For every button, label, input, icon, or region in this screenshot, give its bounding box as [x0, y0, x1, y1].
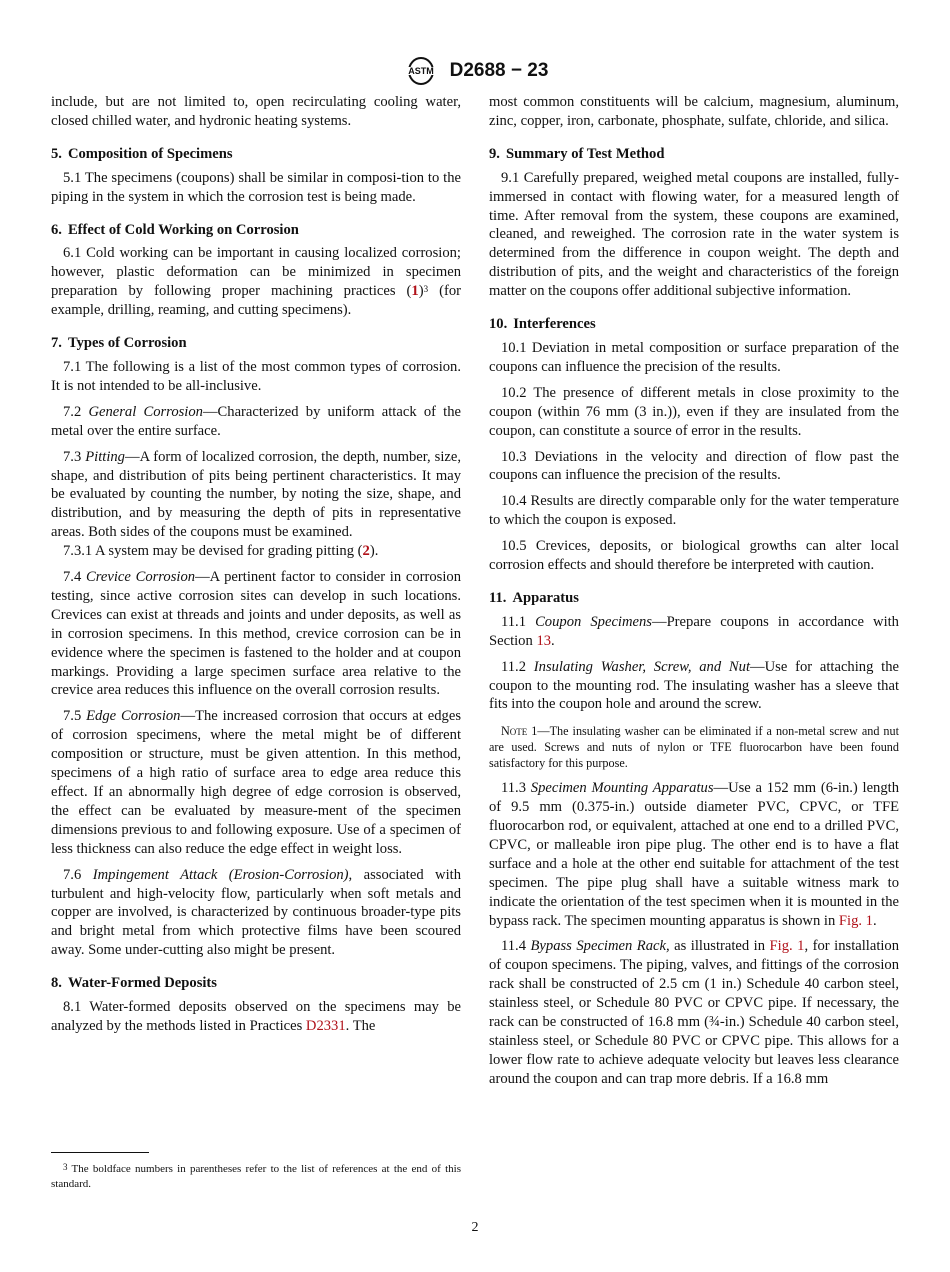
right-column	[489, 93, 899, 1096]
section-5-heading: 5. Composition of Specimens	[51, 145, 233, 162]
astm-logo-icon	[402, 56, 440, 86]
paragraph-8-1: 8.1 Water-formed deposits observed on the specimens may be analyzed by the methods listed in Practices D2331. The	[51, 999, 461, 1034]
page-number: 2	[471, 1220, 479, 1235]
link-fig-1[interactable]: Fig. 1	[769, 938, 805, 955]
footnote-divider	[51, 1152, 149, 1153]
paragraph-7-4: 7.4 Crevice Corrosion—A pertinent factor to consider in corrosion testing, since active corrosion sites can develop in such locations. Crevices can exist at threads and joints and under deposits, as well as in corrosion specimens. In this method, crevice corrosion can be in evidence where the specimen is fastened to the holder and at coupon markings. Providing a large specimen surface area relative to the crevice area reduces this influence on the overall corrosion results.	[51, 569, 462, 699]
paragraph-6-1: 6.1 Cold working can be important in causing localized corrosion; however, plastic deformation can be minimized in specimen preparation by following proper machining practices $(1)^3$ (for example, drilling, reaming, and cutting specimens).	[51, 245, 461, 319]
paragraph-5-1: 5.1 The specimens (coupons) shall be similar in composi-tion to the piping in the system in which the corrosion test is being made.	[51, 169, 461, 205]
left-column	[51, 93, 461, 1043]
paragraph-7-2: 7.2 General Corrosion—Characterized by uniform attack of the metal over the entire surface.	[51, 403, 462, 439]
note-1: Note 1—The insulating washer can be eliminated if a non-metal screw and nut are used. Screws and nuts of nylon or TFE fluorocarbon have been found satisfactory for this purpose.	[489, 724, 899, 770]
paragraph-11-2: 11.2 Insulating Washer, Screw, and Nut—Use for attaching the coupon to the mounting rod. The insulating washer has a sleeve that fits into the coupon hole and around the screw.	[489, 658, 899, 713]
paragraph-7-3: 7.3 Pitting—A form of localized corrosion, the depth, number, size, shape, and distribution of pits being pertinent characteristics. It may be evaluated by counting the number, by noting the size, shape, and distribution, and by measuring the depth of pits in representative areas. Both sides of the coupons must be examined.	[51, 448, 462, 541]
link-section-13[interactable]: 13	[536, 632, 552, 649]
section-10-heading: 10. Interferences	[489, 316, 596, 333]
reference-link-2[interactable]: 2	[362, 543, 370, 560]
section-11-heading: 11. Apparatus	[489, 589, 579, 606]
paragraph-7-5: 7.5 Edge Corrosion—The increased corrosion that occurs at edges of corrosion specimens, where the metal might be of different composition or structure, must be given attention. In this method, specimens of a high ratio of surface area to edge area reduce this effect. If an abnormally high degree of edge corrosion is observed, the effect can be evaluated by measure-ment of the specimen dimensions previous to and following exposure. Use of a specimen of less thickness can also reduce the edge effect in weight loss.	[51, 708, 461, 857]
paragraph-10-4: 10.4 Results are directly comparable only for the water temperature to which the coupon is exposed.	[489, 493, 899, 529]
reference-link-1[interactable]: 1	[411, 283, 419, 300]
paragraph-11-4: 11.4 Bypass Specimen Rack, as illustrated in Fig. 1, for installation of coupon specimens. The piping, valves, and fittings of the corrosion rack shall be constructed of 2.5 cm (1 in.) Schedule 40 carbon steel, stainless steel, or Schedule 80 PVC or CPVC pipe. If necessary, the rack can be constructed of 16.8 mm (¾-in.) Schedule 40 carbon steel, stainless steel, or Schedule 80 PVC or CPVC pipe. This allows for a lower flow rate to achieve adequate velocity but leaves less clearance around the coupon and can trap more debris. If a 16.8 mm	[489, 938, 900, 1087]
paragraph-7-3-1: 7.3.1 A system may be devised for grading pitting (2).	[63, 543, 379, 560]
link-d2331[interactable]: D2331	[305, 1017, 346, 1034]
svg-text:ASTM: ASTM	[407, 66, 434, 76]
section-6-heading: 6. Effect of Cold Working on Corrosion	[51, 221, 299, 238]
link-fig-1[interactable]: Fig. 1	[838, 912, 873, 929]
paragraph-9-1: 9.1 Carefully prepared, weighed metal coupons are installed, fully-immersed in contact with flowing water, for a measured length of time. After removal from the system, these coupons are examined, cleaned, and reweighed. The corrosion rate in the water system is determined from the difference in coupon weight. The depth and distribution of pits, and the weight and characteristics of the foreign matter on the coupons offer additional subjective information.	[489, 169, 899, 300]
section-9-heading: 9. Summary of Test Method	[489, 145, 665, 162]
footnote-3: $^3$ The boldface numbers in parentheses refer to the list of references at the end of this standard.	[51, 1162, 461, 1190]
page-header	[0, 56, 950, 86]
section-8-continuation: most common constituents will be calcium, magnesium, aluminum, zinc, copper, iron, carbonate, phosphate, sulfate, chloride, and silica.	[489, 94, 899, 129]
section-8-heading: 8. Water-Formed Deposits	[51, 975, 217, 992]
footnote-marker: 3	[423, 284, 429, 295]
paragraph-7-6: 7.6 Impingement Attack (Erosion-Corrosion), associated with turbulent and high-velocity flow, particularly when soft metals and copper are involved, is characterized by continuous broader-type pits and bright metal from which protective films have been scoured away. Some under-cutting also might be present.	[51, 866, 462, 959]
standard-designation: D2688 − 23	[449, 60, 549, 81]
section-7-heading: 7. Types of Corrosion	[51, 335, 187, 352]
paragraph-10-2: 10.2 The presence of different metals in close proximity to the coupon (within 76 mm (3 in.)), even if they are insulated from the coupon, can constitute a source of error in the results.	[489, 384, 899, 439]
paragraph-11-1: 11.1 Coupon Specimens—Prepare coupons in accordance with Section 13.	[489, 613, 899, 649]
paragraph-10-1: 10.1 Deviation in metal composition or surface preparation of the coupons can influence the precision of the results.	[489, 339, 899, 375]
intro-continuation: include, but are not limited to, open recirculating cooling water, closed chilled water, and hydronic heating systems.	[51, 94, 461, 129]
paragraph-10-5: 10.5 Crevices, deposits, or biological growths can alter local corrosion effects and should therefore be interpreted with caution.	[489, 538, 899, 574]
paragraph-11-3: 11.3 Specimen Mounting Apparatus—Use a 152 mm (6-in.) length of 9.5 mm (0.375-in.) outside diameter PVC, CPVC, or TFE fluorocarbon rod, or equivalent, attached at one end to a drilled PVC, CPVC, or malleable iron pipe plug. The other end is to have a flat surface and a hole at the other end suitable for attachment of the test specimen. The pipe plug shall have a suitable witness mark to indicate the orientation of the test specimen when it is mounted in the bypass rack. The specimen mounting apparatus is shown in Fig. 1.	[489, 780, 899, 929]
paragraph-7-1: 7.1 The following is a list of the most common types of corrosion. It is not intended to be all-inclusive.	[51, 358, 461, 394]
paragraph-10-3: 10.3 Deviations in the velocity and direction of flow past the coupons can influence the precision of the results.	[489, 448, 899, 484]
